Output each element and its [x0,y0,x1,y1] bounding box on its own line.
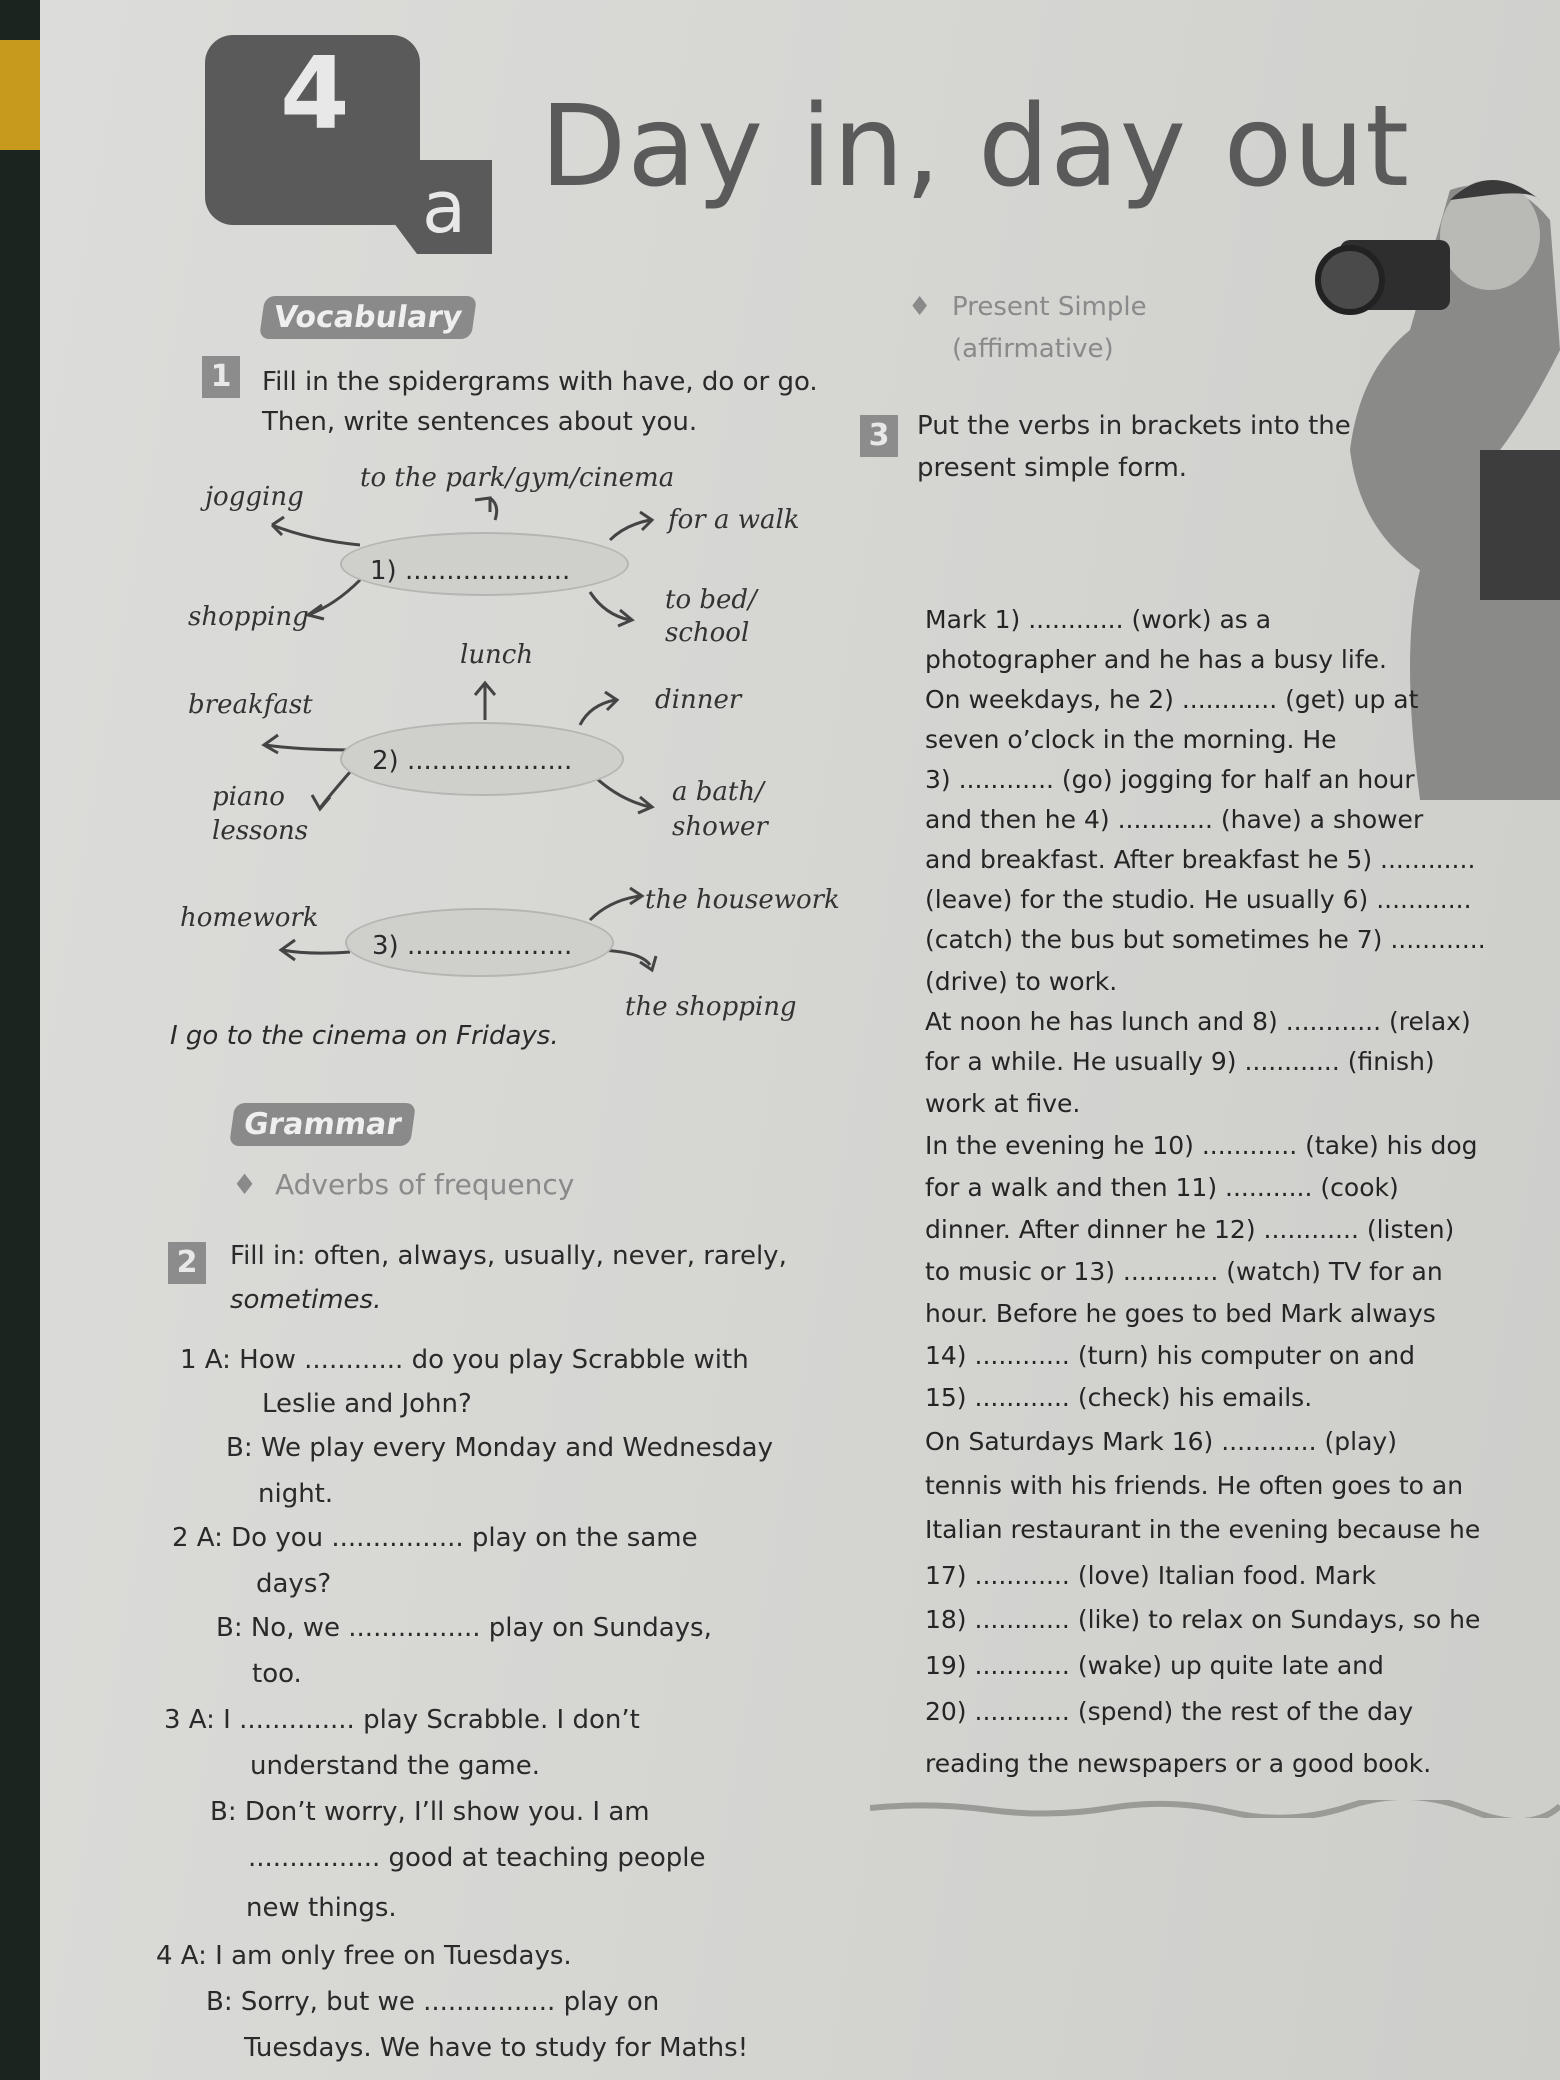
grammar-bullet-text: Adverbs of frequency [275,1168,575,1201]
grammar-tag: Grammar [229,1103,416,1146]
exercise-2-line: B: We play every Monday and Wednesday [226,1433,773,1463]
exercise-3-line: 20) ............ (spend) the rest of the day [925,1697,1414,1726]
exercise-3-line: seven o’clock in the morning. He [925,725,1337,754]
exercise-2-line: too. [252,1659,302,1689]
spider-2-item: lunch [460,640,534,670]
exercise-3-line: On weekdays, he 2) ............ (get) up at [925,685,1419,714]
spider-3-blank[interactable]: 3) .................... [372,931,573,961]
exercise-2-line: B: Sorry, but we ................ play on [206,1987,660,2017]
present-simple-bullet-2: (affirmative) [952,334,1114,364]
spider-2-item: piano [212,782,285,812]
unit-number: 4 [280,35,350,152]
exercise-3-line: 19) ............ (wake) up quite late and [925,1651,1384,1680]
exercise-3-line: and then he 4) ............ (have) a shower [925,805,1424,834]
exercise-2-instruction: Fill in: often, always, usually, never, rarely, [230,1241,787,1271]
exercise-3-line: hour. Before he goes to bed Mark always [925,1299,1436,1328]
exercise-3-line: In the evening he 10) ............ (take) his dog [925,1131,1478,1160]
exercise-2-line: Leslie and John? [262,1389,472,1419]
exercise-2-line: 3 A: I .............. play Scrabble. I don’t [164,1705,640,1735]
vocabulary-tag: Vocabulary [259,296,477,339]
unit-letter: a [421,165,467,249]
exercise-3-line: tennis with his friends. He often goes to an [925,1471,1464,1500]
exercise-3-line: and breakfast. After breakfast he 5) ............ [925,845,1476,874]
spider-1-item: to the park/gym/cinema [360,463,675,493]
exercise-3-line: Mark 1) ............ (work) as a [925,605,1272,634]
spider-3-item: the shopping [625,992,797,1022]
exercise-3-line: (drive) to work. [925,967,1118,996]
exercise-3-line: (leave) for the studio. He usually 6) ............ [925,885,1472,914]
exercise-2-line: B: No, we ................ play on Sundays, [216,1613,712,1643]
example-sentence: I go to the cinema on Fridays. [170,1021,559,1051]
exercise-3-line: for a walk and then 11) ........... (cook) [925,1173,1399,1202]
exercise-2-line: days? [256,1569,332,1599]
exercise-2-line: understand the game. [250,1751,541,1781]
exercise-3-line: On Saturdays Mark 16) ............ (play) [925,1427,1397,1456]
spider-3-item: the housework [645,885,840,915]
exercise-2-line: 1 A: How ............ do you play Scrabble with [180,1345,749,1375]
exercise-3-line: work at five. [925,1089,1081,1118]
spider-1-item: to bed/ [665,585,757,615]
spider-2-item: lessons [212,816,309,846]
grammar-bullet-diamond: ♦ [232,1168,258,1201]
page-title: Day in, day out [540,82,1411,212]
exercise-3-line: 3) ............ (go) jogging for half an hour [925,765,1415,794]
exercise-2-number: 2 [168,1242,206,1284]
spider-1-item: jogging [205,482,304,512]
spider-1-item: shopping [188,602,309,632]
exercise-3-line: dinner. After dinner he 12) ............ (listen) [925,1215,1455,1244]
spider-3-item: homework [180,903,319,933]
exercise-1-number: 1 [202,356,240,398]
spider-1-item: school [665,618,750,648]
exercise-1-instruction: Fill in the spidergrams with have, do or go. [262,367,818,397]
exercise-3-line: 15) ............ (check) his emails. [925,1383,1313,1412]
exercise-2-line: ................ good at teaching people [248,1843,706,1873]
torn-paper-edge [870,1800,1560,1818]
exercise-3-line: (catch) the bus but sometimes he 7) ............ [925,925,1486,954]
exercise-3-number: 3 [860,415,898,457]
exercise-3-line: At noon he has lunch and 8) ............ (relax) [925,1007,1471,1036]
exercise-2-line: night. [258,1479,334,1509]
spider-1-item: for a walk [668,505,800,535]
exercise-2-line: 4 A: I am only free on Tuesdays. [156,1941,572,1971]
exercise-2-line: new things. [246,1893,397,1923]
exercise-3-line: 14) ............ (turn) his computer on and [925,1341,1416,1370]
exercise-3-line: reading the newspapers or a good book. [925,1749,1432,1778]
spider-2-item: breakfast [188,690,313,720]
spider-1-blank[interactable]: 1) .................... [370,556,571,586]
exercise-2-line: 2 A: Do you ................ play on the same [172,1523,698,1553]
spider-2-blank[interactable]: 2) .................... [372,746,573,776]
exercise-3-instruction: Put the verbs in brackets into the [917,411,1351,441]
exercise-3-line: photographer and he has a busy life. [925,645,1387,674]
spider-2-item: a bath/ [672,777,764,807]
exercise-3-line: 17) ............ (love) Italian food. Mark [925,1561,1376,1590]
present-simple-bullet: Present Simple [952,292,1147,322]
exercise-3-instruction-2: present simple form. [917,453,1188,483]
exercise-3-line: for a while. He usually 9) ............ (finish) [925,1047,1435,1076]
exercise-3-line: to music or 13) ............ (watch) TV for an [925,1257,1443,1286]
exercise-2-instruction-2: sometimes. [230,1285,382,1315]
spider-2-item: shower [672,812,768,842]
present-simple-bullet-diamond: ♦ [908,292,932,322]
exercise-3-line: Italian restaurant in the evening because he [925,1515,1481,1544]
exercise-2-line: Tuesdays. We have to study for Maths! [244,2033,749,2063]
spider-2-item: dinner [655,685,742,715]
exercise-1-instruction-2: Then, write sentences about you. [262,407,698,437]
exercise-3-line: 18) ............ (like) to relax on Sundays, so he [925,1605,1481,1634]
exercise-2-line: B: Don’t worry, I’ll show you. I am [210,1797,650,1827]
